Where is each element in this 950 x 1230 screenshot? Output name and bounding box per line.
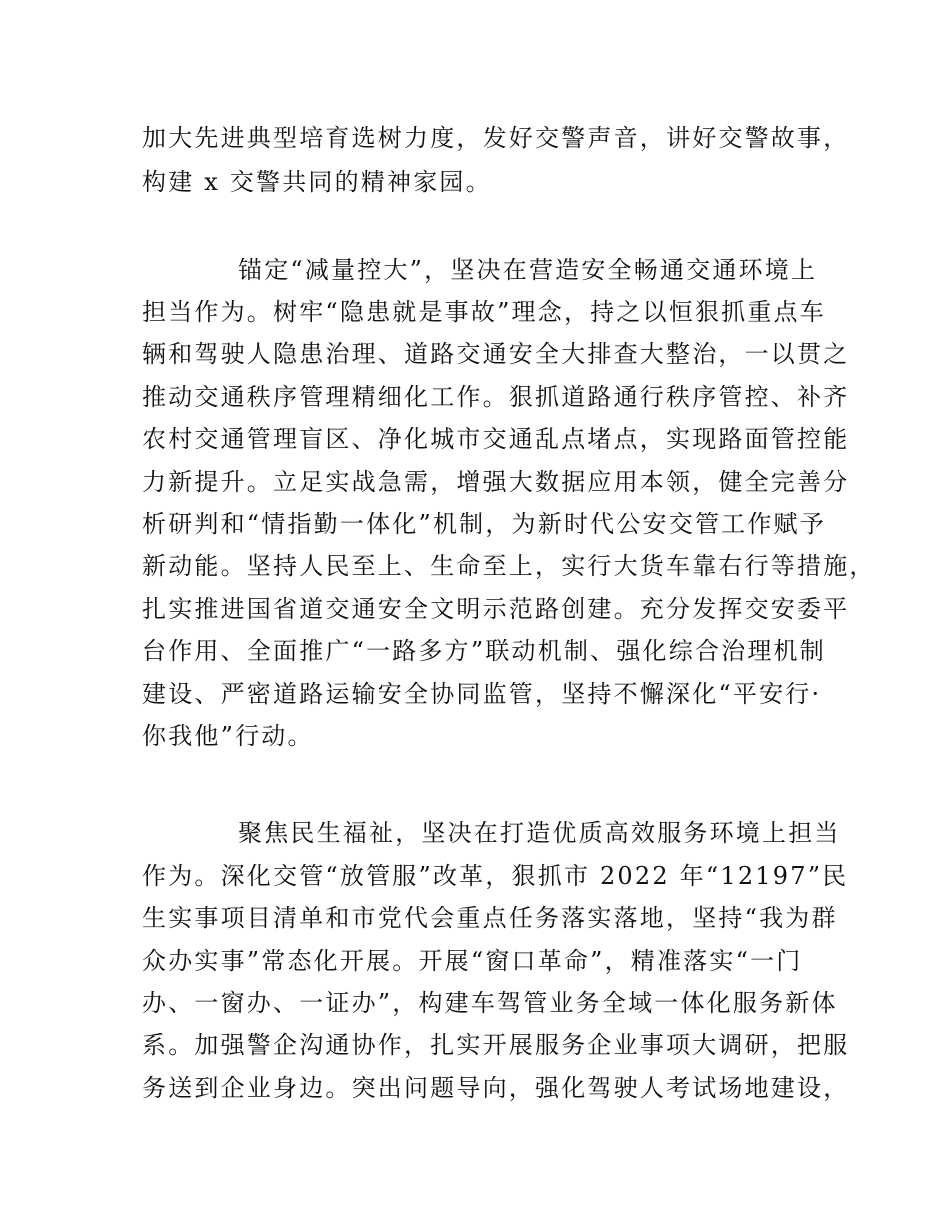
text-line: 作为。深化交管“放管服”改革，狠抓市 2022 年“12197”民 (142, 862, 849, 890)
text-line: 办、一窗办、一证办”，构建车驾管业务全域一体化服务新体 (142, 989, 838, 1017)
text-line: 辆和驾驶人隐患治理、道路交通安全大排查大整治，一以贯之 (142, 340, 850, 368)
text-line: 建设、严密道路运输安全协同监管，坚持不懈深化“平安行· (142, 680, 822, 708)
text-line: 力新提升。立足实战急需，增强大数据应用本领，健全完善分 (142, 468, 850, 496)
text-line: 系。加强警企沟通协作，扎实开展服务企业事项大调研，把服 (142, 1031, 850, 1059)
text-line: 台作用、全面推广“一路多方”联动机制、强化综合治理机制 (142, 637, 826, 665)
text-line: 构建 x 交警共同的精神家园。 (142, 168, 492, 196)
text-line: 你我他”行动。 (142, 722, 314, 750)
text-line: 新动能。坚持人民至上、生命至上，实行大货车靠右行等措施， (142, 552, 876, 580)
text-line: 务送到企业身边。突出问题导向，强化驾驶人考试场地建设， (142, 1074, 850, 1102)
text-line: 农村交通管理盲区、净化城市交通乱点堵点，实现路面管控能 (142, 425, 850, 453)
text-line: 加大先进典型培育选树力度，发好交警声音，讲好交警故事， (142, 124, 850, 152)
text-line: 众办实事”常态化开展。开展“窗口革命”，精准落实“一门 (142, 947, 803, 975)
text-line: 聚焦民生福祉，坚决在打造优质高效服务环境上担当 (238, 819, 841, 847)
text-line: 析研判和“情指勤一体化”机制，为新时代公安交管工作赋予 (142, 510, 826, 538)
text-line: 生实事项目清单和市党代会重点任务落实落地，坚持“我为群 (142, 904, 838, 932)
text-line: 扎实推进国省道交通安全文明示范路创建。充分发挥交安委平 (142, 595, 850, 623)
text-line: 推动交通秩序管理精细化工作。狠抓道路通行秩序管控、补齐 (142, 383, 850, 411)
text-line: 担当作为。树牢“隐患就是事故”理念，持之以恒狠抓重点车 (142, 298, 826, 326)
text-line: 锚定“减量控大”，坚决在营造安全畅通交通环境上 (238, 256, 818, 284)
